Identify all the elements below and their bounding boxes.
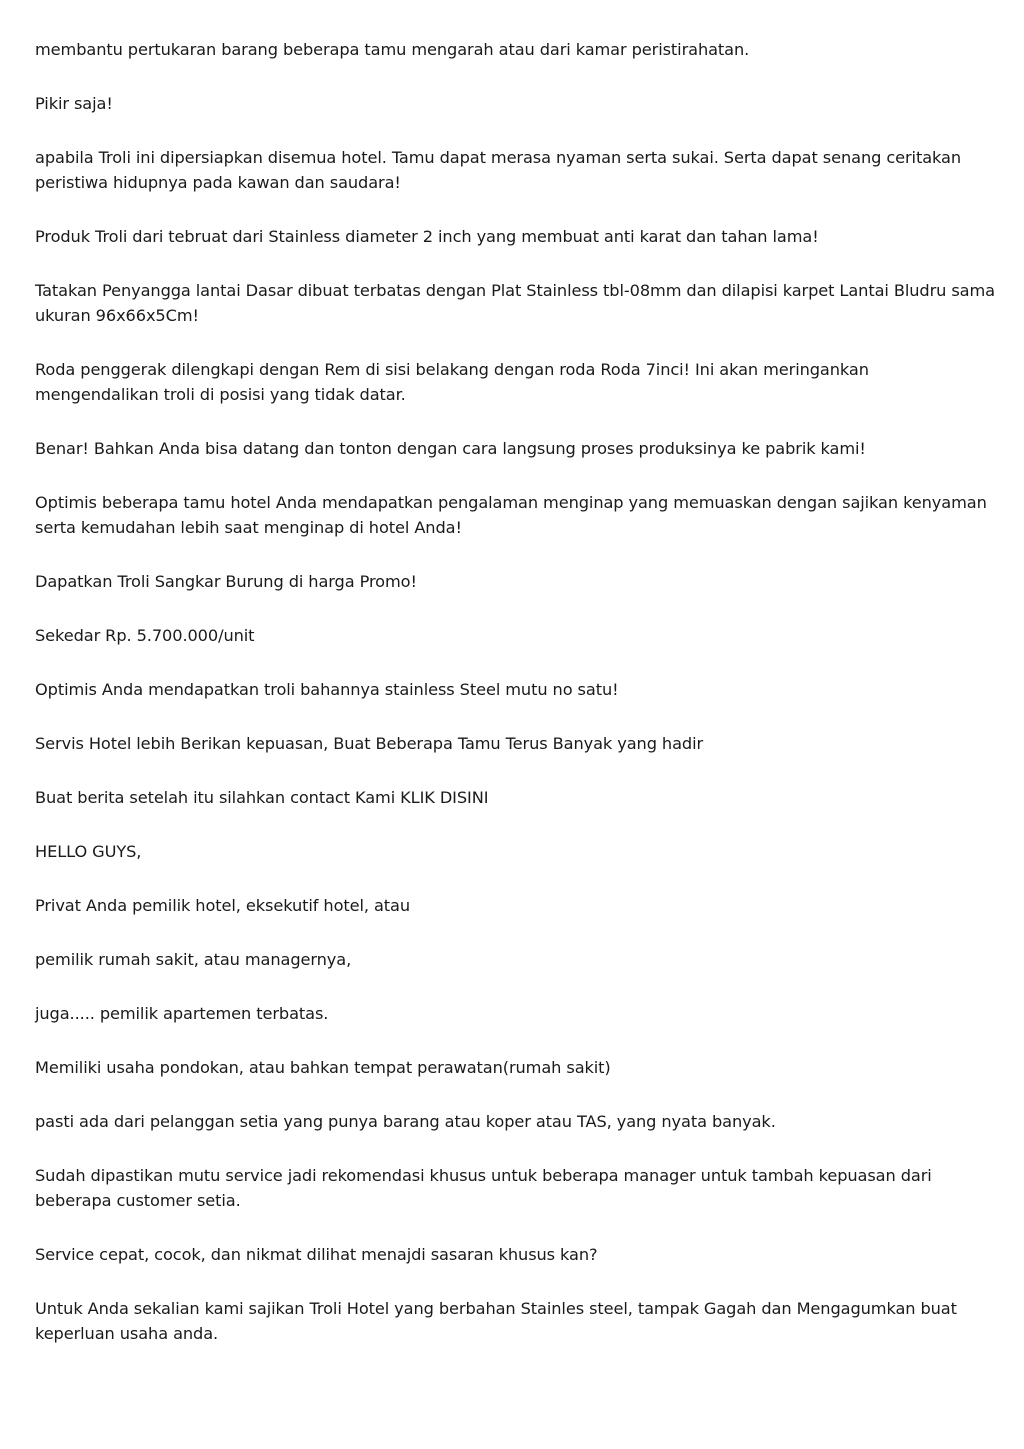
paragraph-7: Benar! Bahkan Anda bisa datang dan tonton dengan cara langsung proses produksinya ke pabrik kami! (35, 439, 866, 458)
paragraph-19: pasti ada dari pelanggan setia yang punya barang atau koper atau TAS, yang nyata banyak. (35, 1112, 776, 1131)
paragraph-21: Service cepat, cocok, dan nikmat dilihat menajdi sasaran khusus kan? (35, 1245, 598, 1264)
paragraph-6: Roda penggerak dilengkapi dengan Rem di sisi belakang dengan roda Roda 7inci! Ini akan meringankan mengendalikan troli di posisi yang tidak datar. (35, 360, 869, 404)
greeting-paragraph: HELLO GUYS, (35, 842, 142, 861)
paragraph-8: Optimis beberapa tamu hotel Anda mendapatkan pengalaman menginap yang memuaskan dengan sajikan kenyaman serta kemudahan lebih saat menginap di hotel Anda! (35, 493, 987, 537)
paragraph-17: juga..... pemilik apartemen terbatas. (35, 1004, 329, 1023)
paragraph-15: Privat Anda pemilik hotel, eksekutif hotel, atau (35, 896, 411, 915)
paragraph-11: Optimis Anda mendapatkan troli bahannya stainless Steel mutu no satu! (35, 680, 619, 699)
contact-paragraph: Buat berita setelah itu silahkan contact Kami KLIK DISINI (35, 788, 489, 807)
paragraph-22: Untuk Anda sekalian kami sajikan Troli Hotel yang berbahan Stainles steel, tampak Gagah dan Mengagumkan buat keperluan usaha anda. (35, 1299, 957, 1343)
paragraph-18: Memiliki usaha pondokan, atau bahkan tempat perawatan(rumah sakit) (35, 1058, 611, 1077)
paragraph-3: apabila Troli ini dipersiapkan disemua hotel. Tamu dapat merasa nyaman serta sukai. Serta dapat senang ceritakan peristiwa hidupnya pada kawan dan saudara! (35, 148, 961, 192)
paragraph-9: Dapatkan Troli Sangkar Burung di harga Promo! (35, 572, 417, 591)
paragraph-4: Produk Troli dari tebruat dari Stainless diameter 2 inch yang membuat anti karat dan tahan lama! (35, 227, 819, 246)
paragraph-16: pemilik rumah sakit, atau managernya, (35, 950, 352, 969)
document-page (35, 37, 995, 1375)
price-paragraph: Sekedar Rp. 5.700.000/unit (35, 626, 255, 645)
paragraph-20: Sudah dipastikan mutu service jadi rekomendasi khusus untuk beberapa manager untuk tambah kepuasan dari beberapa customer setia. (35, 1166, 932, 1210)
paragraph-5: Tatakan Penyangga lantai Dasar dibuat terbatas dengan Plat Stainless tbl-08mm dan dilapisi karpet Lantai Bludru sama ukuran 96x66x5Cm! (35, 281, 995, 325)
paragraph-2: Pikir saja! (35, 94, 113, 113)
paragraph-12: Servis Hotel lebih Berikan kepuasan, Buat Beberapa Tamu Terus Banyak yang hadir (35, 734, 704, 753)
paragraph-1: membantu pertukaran barang beberapa tamu mengarah atau dari kamar peristirahatan. (35, 40, 750, 59)
